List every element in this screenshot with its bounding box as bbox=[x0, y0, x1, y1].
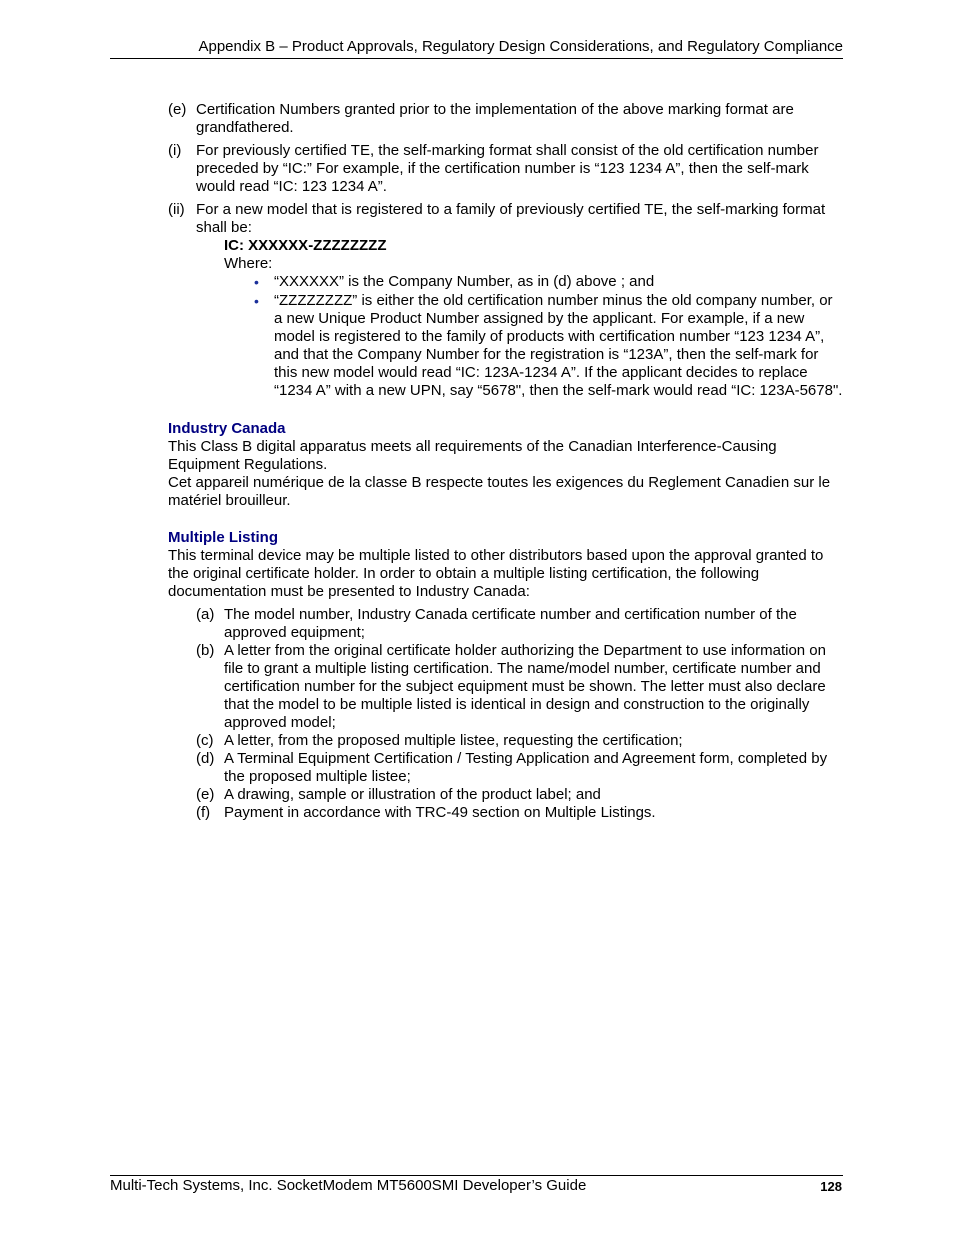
bullet-text: “XXXXXX” is the Company Number, as in (d) above ; and bbox=[274, 273, 655, 290]
list-text: A drawing, sample or illustration of the product label; and bbox=[224, 786, 601, 803]
list-item bbox=[196, 786, 844, 804]
bullet-icon: • bbox=[254, 293, 259, 309]
list-marker: (i) bbox=[168, 142, 182, 159]
list-marker: (e) bbox=[168, 101, 187, 118]
format-bullets bbox=[224, 273, 844, 400]
bullet-item bbox=[254, 273, 844, 291]
list-marker: (d) bbox=[196, 750, 215, 767]
list-text: For previously certified TE, the self-marking format shall consist of the old certification number preceded by “IC:” For example, if the certification number is “123 1234 A”, then the self-mark would read “IC: 123 1234 A”. bbox=[196, 142, 819, 195]
list-text: For a new model that is registered to a family of previously certified TE, the self-marking format shall be: bbox=[196, 201, 826, 236]
running-header: Appendix B – Product Approvals, Regulatory Design Considerations, and Regulatory Compliance bbox=[198, 38, 843, 55]
paragraph-en: This Class B digital apparatus meets all requirements of the Canadian Interference-Causing Equipment Regulations. bbox=[168, 438, 777, 473]
list-item bbox=[196, 606, 844, 642]
list-marker: (f) bbox=[196, 804, 211, 821]
bullet-item bbox=[254, 292, 844, 400]
list-text: The model number, Industry Canada certificate number and certification number of the approved equipment; bbox=[224, 606, 797, 641]
list-item bbox=[196, 750, 844, 786]
industry-canada-section bbox=[168, 420, 844, 510]
section-heading: Multiple Listing bbox=[168, 529, 278, 546]
list-item bbox=[168, 101, 844, 137]
bullet-icon: • bbox=[254, 274, 259, 290]
format-code: IC: XXXXXX-ZZZZZZZZ bbox=[224, 237, 387, 254]
list-marker: (c) bbox=[196, 732, 214, 749]
list-text: Certification Numbers granted prior to the implementation of the above marking format are grandfathered. bbox=[196, 101, 794, 136]
list-item bbox=[196, 642, 844, 732]
header-rule bbox=[110, 58, 843, 59]
list-text: Payment in accordance with TRC-49 section on Multiple Listings. bbox=[224, 804, 656, 821]
list-item bbox=[196, 804, 844, 822]
list-item bbox=[196, 732, 844, 750]
section-heading: Industry Canada bbox=[168, 420, 286, 437]
format-block bbox=[168, 237, 844, 400]
requirements-list bbox=[168, 606, 844, 822]
footer-title: Multi-Tech Systems, Inc. SocketModem MT5600SMI Developer’s Guide bbox=[110, 1177, 587, 1194]
multiple-listing-section bbox=[168, 529, 844, 822]
list-text: A Terminal Equipment Certification / Testing Application and Agreement form, completed by the proposed multiple listee; bbox=[224, 750, 828, 785]
bullet-text: “ZZZZZZZZ” is either the old certification number minus the old company number, or a new Unique Product Number assigned by the applicant. For example, if a new model is registered to the family of products with certification number “123 1234 A”, and that the Company Number for the registration is “123A”, then the self-mark for this new model would read “IC: 123A-1234 A”. If the applicant decides to replace “1234 A” with a new UPN, say “5678", then the self-mark would read “IC: 123A-5678". bbox=[274, 292, 843, 399]
list-item bbox=[168, 142, 844, 196]
list-item bbox=[168, 201, 844, 237]
paragraph-fr: Cet appareil numérique de la classe B respecte toutes les exigences du Reglement Canadien sur le matériel brouilleur. bbox=[168, 474, 831, 509]
paragraph-intro: This terminal device may be multiple listed to other distributors based upon the approval granted to the original certificate holder. In order to obtain a multiple listing certification, the following documentation must be presented to Industry Canada: bbox=[168, 547, 824, 600]
page-number: 128 bbox=[820, 1179, 842, 1194]
list-marker: (b) bbox=[196, 642, 215, 659]
list-marker: (e) bbox=[196, 786, 215, 803]
list-text: A letter, from the proposed multiple listee, requesting the certification; bbox=[224, 732, 683, 749]
list-marker: (a) bbox=[196, 606, 215, 623]
list-text: A letter from the original certificate holder authorizing the Department to use information on file to grant a multiple listing certification. The name/model number, certificate number and certification number for the subject equipment must be shown. The letter must also declare that the model to be multiple listed is identical in design and construction to the originally approved model; bbox=[224, 642, 826, 731]
page-content bbox=[168, 101, 844, 822]
where-label: Where: bbox=[224, 255, 273, 272]
list-marker: (ii) bbox=[168, 201, 185, 218]
footer-rule bbox=[110, 1175, 843, 1176]
